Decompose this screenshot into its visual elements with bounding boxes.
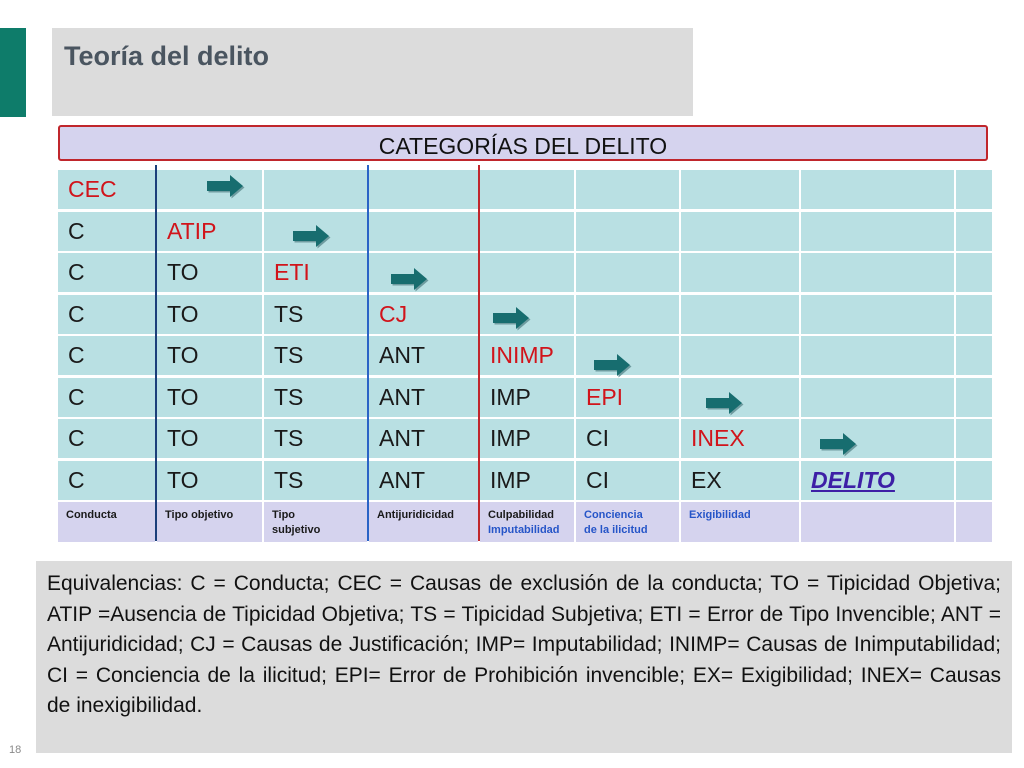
table-cell: CEC [58,170,155,209]
table-row [58,212,992,251]
legend-line: Conciencia [584,508,643,521]
legend-cell [956,502,992,542]
table-cell [480,212,574,251]
table-cell: ANT [369,378,478,417]
table-cell: TO [157,378,262,417]
table-cell: TO [157,295,262,334]
table-cell: TS [264,336,367,375]
legend-line: Tipo objetivo [165,508,234,521]
legend-row [58,502,992,542]
table-cell: C [58,336,155,375]
table-cell: ETI [264,253,367,292]
arrow-right-icon [491,305,531,331]
table-cell: CI [576,419,679,458]
legend-cell [681,502,799,542]
table-cell: TS [264,461,367,500]
table-cell [956,212,992,251]
table-cell: C [58,419,155,458]
legend-line: Antijuridicidad [377,508,454,521]
table-cell [956,419,992,458]
table-header [58,125,988,161]
table-cell [956,170,992,209]
column-separator [367,165,369,541]
equivalences-text: Equivalencias: C = Conducta; CEC = Causas de exclusión de la conducta; TO = Tipicidad Objetiva; ATIP =Ausencia de Tipicidad Objetiva; TS = Tipicidad Subjetiva; ETI = Error de Tipo Invencible; ANT = Antijuridicidad; CJ = Causas de Justificación; IMP= Imputabilidad; INIMP= Causas de Inimputabilidad; CI = Conciencia de la ilicitud; EPI= Error de Prohibición invencible; EX= Exigibilidad; INEX= Causas de inexigibilidad. [47,572,1001,718]
table-cell: C [58,295,155,334]
table-cell [576,170,679,209]
table-cell [480,170,574,209]
table-cell [480,253,574,292]
table-cell [576,253,679,292]
legend-line: Culpabilidad [488,508,554,521]
table-cell [369,212,478,251]
page-number: 18 [9,744,22,756]
table-cell: DELITO [801,461,954,500]
table-cell: ANT [369,336,478,375]
table-cell: IMP [480,378,574,417]
table-cell [576,212,679,251]
table-cell: CJ [369,295,478,334]
table-cell: TO [157,253,262,292]
equivalences-box [36,561,1012,753]
arrow-right-icon [704,390,744,416]
arrow-right-icon [389,266,429,292]
table-cell: TO [157,461,262,500]
table-row [58,170,992,209]
table-cell [801,378,954,417]
legend-line: subjetivo [272,523,321,536]
legend-cell [480,502,574,542]
table-cell: IMP [480,461,574,500]
table-cell [264,170,367,209]
table-cell [681,253,799,292]
table-cell: C [58,378,155,417]
table-cell [956,253,992,292]
table-cell: CI [576,461,679,500]
table-cell: INIMP [480,336,574,375]
table-row [58,336,992,375]
legend-cell [264,502,367,542]
accent-bar [0,28,26,117]
table-cell [681,170,799,209]
table-cell [801,295,954,334]
table-cell: IMP [480,419,574,458]
legend-line: de la ilicitud [584,523,648,536]
column-separator [478,165,480,541]
table-cell: EX [681,461,799,500]
legend-cell [576,502,679,542]
arrow-right-icon [818,431,858,457]
table-row [58,253,992,292]
legend-cell [157,502,262,542]
table-cell [681,295,799,334]
table-cell [681,336,799,375]
table-cell [956,295,992,334]
table-cell [956,378,992,417]
table-cell [956,336,992,375]
slide-title: Teoría del delito [64,41,270,71]
table-row [58,461,992,500]
legend-cell [369,502,478,542]
table-cell: C [58,253,155,292]
table-cell [576,295,679,334]
table-cell: EPI [576,378,679,417]
table-cell [801,253,954,292]
title-box [52,28,693,116]
table-cell: C [58,461,155,500]
table-cell [801,336,954,375]
table-cell: ATIP [157,212,262,251]
table-cell [369,170,478,209]
legend-line: Conducta [66,508,117,521]
legend-line: Exigibilidad [689,508,751,521]
table-cell: TS [264,295,367,334]
table-cell: TO [157,419,262,458]
table-cell [956,461,992,500]
arrow-right-icon [291,223,331,249]
table-cell: ANT [369,419,478,458]
table-cell: TS [264,419,367,458]
categories-table [58,125,992,541]
table-cell [801,170,954,209]
legend-cell [58,502,155,542]
arrow-right-icon [205,173,245,199]
table-cell [801,212,954,251]
legend-line: Imputabilidad [488,523,560,536]
column-separator [155,165,157,541]
legend-line: Tipo [272,508,296,521]
arrow-right-icon [592,352,632,378]
table-cell [681,212,799,251]
table-row [58,378,992,417]
table-cell: TS [264,378,367,417]
table-cell: INEX [681,419,799,458]
table-cell: C [58,212,155,251]
legend-cell [801,502,954,542]
table-cell: TO [157,336,262,375]
table-header-label: CATEGORÍAS DEL DELITO [378,133,668,159]
table-cell: ANT [369,461,478,500]
